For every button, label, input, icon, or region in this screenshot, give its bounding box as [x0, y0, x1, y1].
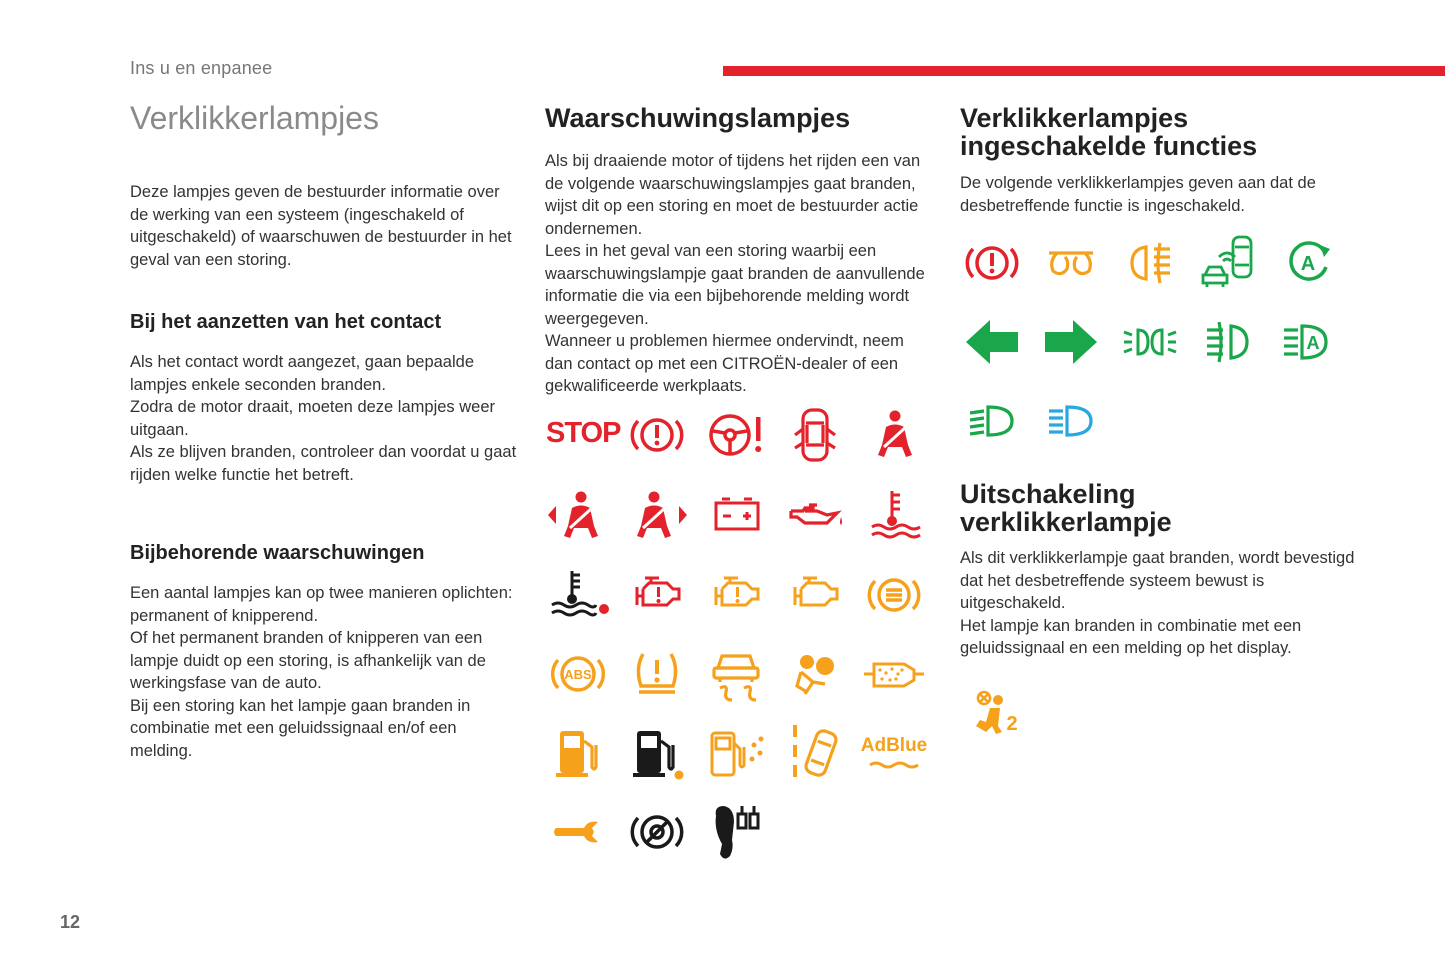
active-functions-heading-line2: ingeschakelde functies — [960, 131, 1258, 162]
turn-left-icon — [960, 310, 1024, 374]
engine-fault-red-icon — [625, 563, 689, 627]
svg-text:2: 2 — [1006, 713, 1018, 735]
turn-right-icon — [1039, 310, 1103, 374]
active-functions-text: De volgende verklikkerlampjes geven aan dat de desbetreffende functie is ingeschakeld. — [960, 174, 1316, 215]
section-heading-ignition: Bij het aanzetten van het contact — [130, 311, 442, 333]
esp-icon — [704, 642, 768, 706]
brake-warning-icon — [625, 403, 689, 467]
seatbelt-warning-icon — [862, 403, 926, 467]
door-open-icon — [783, 403, 847, 467]
fuel-misfuel-icon — [704, 721, 768, 785]
warning-lamps-paragraph — [545, 150, 935, 398]
main-beam-icon — [1039, 389, 1103, 453]
front-fog-lamps-icon — [1197, 310, 1261, 374]
warning-line: Als bij draaiende motor of tijdens het rijden een van de volgende waarschuwingslampjes gaat branden, wijst dit op een storing en moet de bestuurder actie ondernemen. — [545, 152, 921, 238]
header-accent-bar — [723, 66, 1445, 76]
airbag-icon — [783, 642, 847, 706]
warning-line: Lees in het geval van een storing waarbij een waarschuwingslampje gaat branden de aanvullende informatie die via een bijbehorende melding wordt weergegeven. — [545, 242, 925, 328]
ignition-line: Als het contact wordt aangezet, gaan bepaalde lampjes enkele seconden branden. — [130, 353, 474, 394]
intro-paragraph — [130, 181, 520, 271]
tyre-pressure-icon — [625, 642, 689, 706]
page-title: Verklikkerlampjes — [130, 100, 379, 136]
parking-sensors-icon — [1197, 231, 1261, 295]
fuel-empty-icon — [625, 721, 689, 785]
power-steering-icon — [704, 403, 768, 467]
particle-filter-icon — [862, 642, 926, 706]
sidelights-icon — [1118, 310, 1182, 374]
warnings-line: Bij een storing kan het lampje gaan branden in combinatie met een geluidssignaal en/of een melding. — [130, 696, 471, 760]
coolant-level-icon — [546, 563, 610, 627]
lane-departure-icon — [783, 721, 847, 785]
ignition-line: Als ze blijven branden, controleer dan voordat u gaat rijden welke functie het betreft. — [130, 443, 517, 484]
intro-text: Deze lampjes geven de bestuurder informatie over de werking van een systeem (ingeschakeld of uitgeschakeld) of waarschuwen de bestuurder in het geval van een storing. — [130, 183, 512, 269]
ignition-line: Zodra de motor draait, moeten deze lampjes weer uitgaan. — [130, 398, 496, 439]
chapter-title: Ins u en enpanee — [130, 58, 273, 78]
stop-warning-icon — [546, 403, 621, 467]
deactivation-line: Het lampje kan branden in combinatie met een geluidssignaal en een melding op het display. — [960, 616, 1302, 657]
warnings-line: Of het permanent branden of knipperen van een lampje duidt op een storing, is afhankelijk van de werkingsfase van de auto. — [130, 629, 486, 692]
fuel-low-icon — [546, 721, 610, 785]
deactivation-heading-line2: verklikkerlampje — [960, 507, 1172, 538]
engine-fault-orange-icon — [704, 563, 768, 627]
auto-headlamp-icon — [1276, 310, 1340, 374]
active-functions-heading-line1: Verklikkerlampjes — [960, 103, 1189, 133]
seatbelt-right-icon — [625, 483, 689, 547]
seatbelt-left-icon — [546, 483, 610, 547]
oil-pressure-icon — [783, 483, 847, 547]
adblue-icon — [862, 721, 926, 785]
stop-start-icon — [1276, 231, 1340, 295]
active-functions-heading — [960, 104, 1257, 161]
svg-text:A: A — [1306, 333, 1320, 353]
svg-text:ABS: ABS — [564, 667, 592, 682]
foot-on-brake-icon — [704, 800, 768, 864]
warning-lamps-heading: Waarschuwingslampjes — [545, 103, 851, 133]
engine-self-diagnosis-icon — [783, 563, 847, 627]
abs-icon — [546, 642, 610, 706]
warnings-line: Een aantal lampjes kan op twee manieren oplichten: permanent of knipperend. — [130, 584, 513, 625]
svg-text:A: A — [1300, 253, 1316, 275]
deactivation-heading-line1: Uitschakeling — [960, 479, 1136, 509]
page-number: 12 — [60, 912, 81, 932]
deactivation-paragraph — [960, 547, 1360, 660]
battery-icon — [704, 483, 768, 547]
active-functions-paragraph — [960, 172, 1360, 217]
passenger-airbag-off-icon — [962, 680, 1026, 744]
warning-line: Wanneer u problemen hiermee ondervindt, neem dan contact op met een CITROËN-dealer of een gekwalificeerde werkplaats. — [545, 332, 904, 395]
stop-label: STOP — [546, 417, 621, 449]
electric-parking-brake-icon — [625, 800, 689, 864]
warnings-paragraph — [130, 582, 520, 762]
deactivation-line: Als dit verklikkerlampje gaat branden, wordt bevestigd dat het desbetreffende systeem bewust is uitgeschakeld. — [960, 549, 1355, 612]
glow-plugs-icon — [1039, 231, 1103, 295]
coolant-temperature-icon — [862, 483, 926, 547]
brake-pad-wear-icon — [862, 563, 926, 627]
deactivation-heading — [960, 480, 1172, 537]
ignition-paragraph — [130, 351, 520, 486]
adblue-label: AdBlue — [860, 735, 928, 756]
dipped-beam-icon — [960, 389, 1024, 453]
rear-fog-lamp-icon — [1118, 231, 1182, 295]
parking-brake-icon — [960, 231, 1024, 295]
section-heading-warnings: Bijbehorende waarschuwingen — [130, 542, 425, 564]
service-wrench-icon — [546, 800, 610, 864]
